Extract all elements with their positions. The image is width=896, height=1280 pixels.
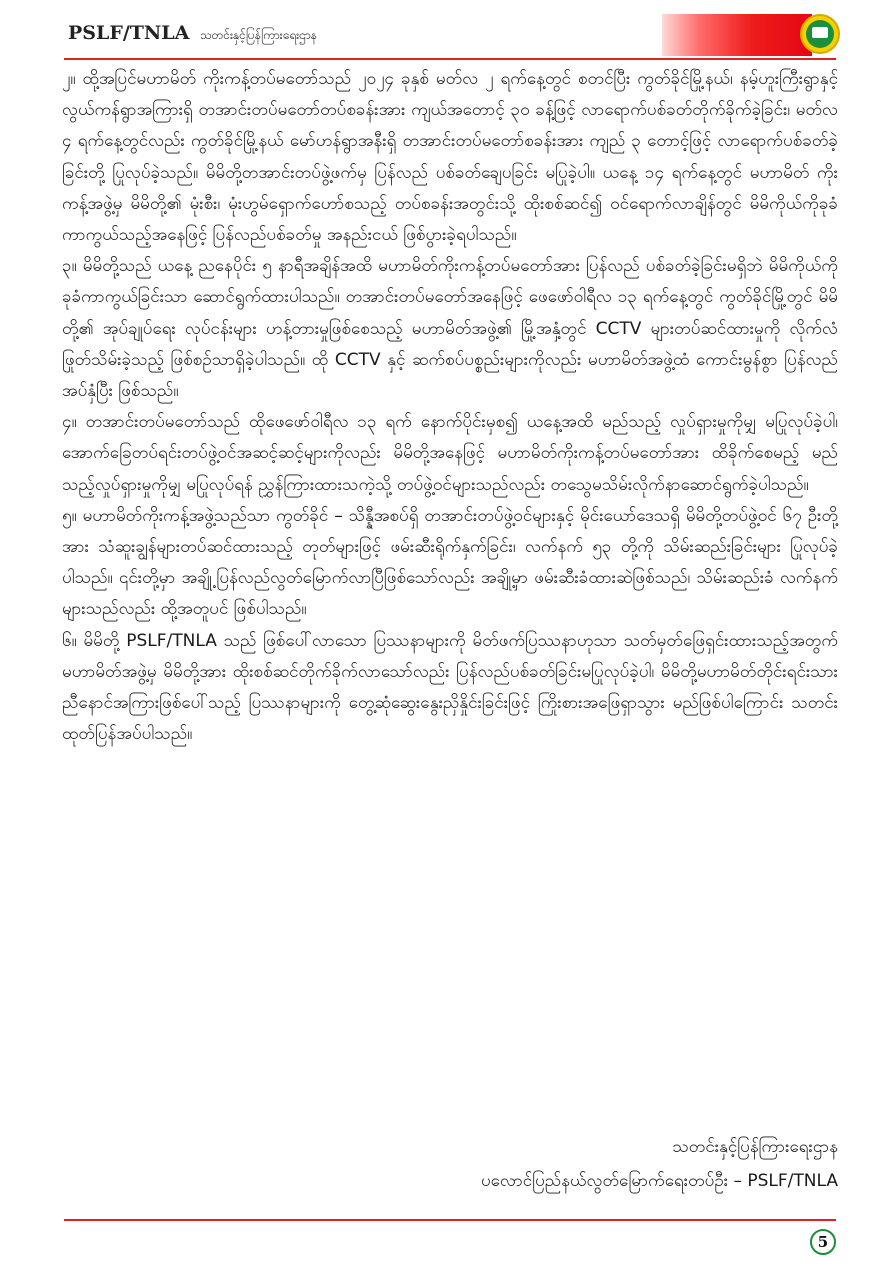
- paragraph-4: ၄။ တအာင်းတပ်မတော်သည် ထိုဖေဖော်ဝါရီလ ၁၃ ရက် နောက်ပိုင်းမှစ၍ ယနေ့အထိ မည်သည့် လှုပ်ရှားမှုကိုမျှ မပြုလုပ်ခဲ့ပါ၊ အောက်ခြေတပ်ရင်းတပ်ဖွဲ့ဝင်အဆင့်ဆင့်များကိုလည်း မိမိတို့အနေဖြင့် မဟာမိတ်ကိုးကန့်တပ်မတော်အား ထိခိုက်စေမည့် မည်သည့်လှုပ်ရှားမှုကိုမျှ မပြုလုပ်ရန် ညွှန်ကြားထားသကဲ့သို့ တပ်ဖွဲ့ဝင်များသည်လည်း တသွေမသိမ်းလိုက်နာဆောင်ရွက်ခဲ့ပါသည်။: [62, 412, 838, 495]
- paragraph-3: ၃။ မိမိတို့သည် ယနေ့ ညနေပိုင်း ၅ နာရီအချိန်အထိ မဟာမိတ်ကိုးကန့်တပ်မတော်အား ပြန်လည် ပစ်ခတ်ခဲ့ခြင်းမရှိဘဲ မိမိကိုယ်ကို ခုခံကာကွယ်ခြင်းသာ ဆောင်ရွက်ထားပါသည်။ တအာင်းတပ်မတော်အနေဖြင့် ဖေဖော်ဝါရီလ ၁၃ ရက်နေ့တွင် ကွတ်ခိုင်မြို့တွင် မိမိတို့၏ အုပ်ချုပ်ရေး လုပ်ငန်းများ ဟန့်တားမှုဖြစ်စေသည့် မဟာမိတ်အဖွဲ့၏ မြို့အနှံ့တွင် CCTV များတပ်ဆင်ထားမှုကို လိုက်လံ ဖြုတ်သိမ်းခဲ့သည့် ဖြစ်စဉ်သာရှိခဲ့ပါသည်။ ထို CCTV နှင့် ဆက်စပ်ပစ္စည်းများကိုလည်း မဟာမိတ်အဖွဲ့ထံ ကောင်းမွန်စွာ ပြန်လည်အပ်နှံပြီး ဖြစ်သည်။: [62, 256, 838, 402]
- document-body: [62, 64, 838, 750]
- organization-emblem-icon: [800, 14, 840, 54]
- footer-divider: [64, 1219, 836, 1221]
- signature-block: [481, 1130, 838, 1198]
- header-red-band: [662, 14, 812, 56]
- paragraph-2: ၂။ ထို့အပြင်မဟာမိတ် ကိုးကန့်တပ်မတော်သည် ၂၀၂၄ ခုနှစ် မတ်လ ၂ ရက်နေ့တွင် စတင်ပြီး ကွတ်ခိုင်မြို့နယ်၊ နမ့်ဟူးကြီးရွာနှင့် လွယ်ကန်ရွာအကြားရှိ တအာင်းတပ်မတော်တပ်စခန်းအား ကျယ်အတောင့် ၃၀ ခန့်ဖြင့် လာရောက်ပစ်ခတ်တိုက်ခိုက်ခဲ့ခြင်း၊ မတ်လ ၄ ရက်နေ့တွင်လည်း ကွတ်ခိုင်မြို့နယ် မော်ဟန်ရွာအနီးရှိ တအာင်းတပ်မတော်စခန်းအား ကျည် ၃ တောင့်ဖြင့် လာရောက်ပစ်ခတ်ခဲ့ခြင်းတို့ ပြုလုပ်ခဲ့သည်။ မိမိတို့တအာင်းတပ်ဖွဲ့ဖက်မှ ပြန်လည် ပစ်ခတ်ချေပခြင်း မပြုခဲ့ပါ။ ယနေ့ ၁၄ ရက်နေ့တွင် မဟာမိတ် ကိုးကန့်အဖွဲ့မှ မိမိတို့၏ မုံးစီး၊ မုံးဟွမ်ရှောက်ဟော်စသည့် တပ်စခန်းအတွင်းသို့ ထိုးစစ်ဆင်၍ ဝင်ရောက်လာချိန်တွင် မိမိကိုယ်ကိုခုခံကာကွယ်သည့်အနေဖြင့် ပြန်လည်ပစ်ခတ်မှု အနည်းငယ် ဖြစ်ပွားခဲ့ရပါသည်။: [62, 69, 838, 246]
- paragraph-5: ၅။ မဟာမိတ်ကိုးကန့်အဖွဲ့သည်သာ ကွတ်ခိုင် – သိန္နီအစပ်ရှိ တအာင်းတပ်ဖွဲ့ဝင်များနှင့် မိုင်းယော်ဒေသရှိ မိမိတို့တပ်ဖွဲ့ဝင် ၆၇ ဦးတို့အား သံဆူးချွန်များတပ်ဆင်ထားသည့် တုတ်များဖြင့် ဖမ်းဆီးရိုက်နှက်ခြင်း၊ လက်နက် ၅၃ တို့ကို သိမ်းဆည်းခြင်းများ ပြုလုပ်ခဲ့ပါသည်။ ၎င်းတို့မှာ အချို့ပြန်လည်လွတ်မြောက်လာပြီဖြစ်သော်လည်း အချို့မှာ ဖမ်းဆီးခံထားဆဲဖြစ်သည်၊ သိမ်းဆည်းခံ လက်နက်များသည်လည်း ထို့အတူပင် ဖြစ်ပါသည်။: [62, 505, 838, 620]
- header-department: သတင်းနှင့်ပြန်ကြားရေးဌာန: [200, 28, 317, 42]
- signature-organization: ပလောင်ပြည်နယ်လွတ်မြောက်ရေးတပ်ဦး – PSLF/TNLA: [480, 1171, 838, 1191]
- header-org-name: PSLF/TNLA: [68, 22, 190, 44]
- page-header: [0, 0, 896, 60]
- paragraph-6: ၆။ မိမိတို့ PSLF/TNLA သည် ဖြစ်ပေါ်လာသော ပြဿနာများကို မိတ်ဖက်ပြဿနာဟုသာ သတ်မှတ်ဖြေရှင်းထားသည့်အတွက် မဟာမိတ်အဖွဲ့မှ မိမိတို့အား ထိုးစစ်ဆင်တိုက်ခိုက်လာသော်လည်း ပြန်လည်ပစ်ခတ်ခြင်းမပြုလုပ်ခဲ့ပါ၊ မိမိတို့မဟာမိတ်တိုင်းရင်းသားညီနောင်အကြားဖြစ်ပေါ်သည့် ပြဿနာများကို တွေ့ဆုံဆွေးနွေးညှိနှိုင်းခြင်းဖြင့် ကြိုးစားအဖြေရှာသွား မည်ဖြစ်ပါကြောင်း သတင်းထုတ်ပြန်အပ်ပါသည်။: [62, 630, 838, 745]
- page-number: 5: [810, 1229, 836, 1255]
- header-title: [68, 22, 317, 45]
- emblem-inner-icon: [806, 20, 834, 48]
- signature-department: သတင်းနှင့်ပြန်ကြားရေးဌာန: [672, 1137, 838, 1157]
- header-divider: [64, 58, 836, 60]
